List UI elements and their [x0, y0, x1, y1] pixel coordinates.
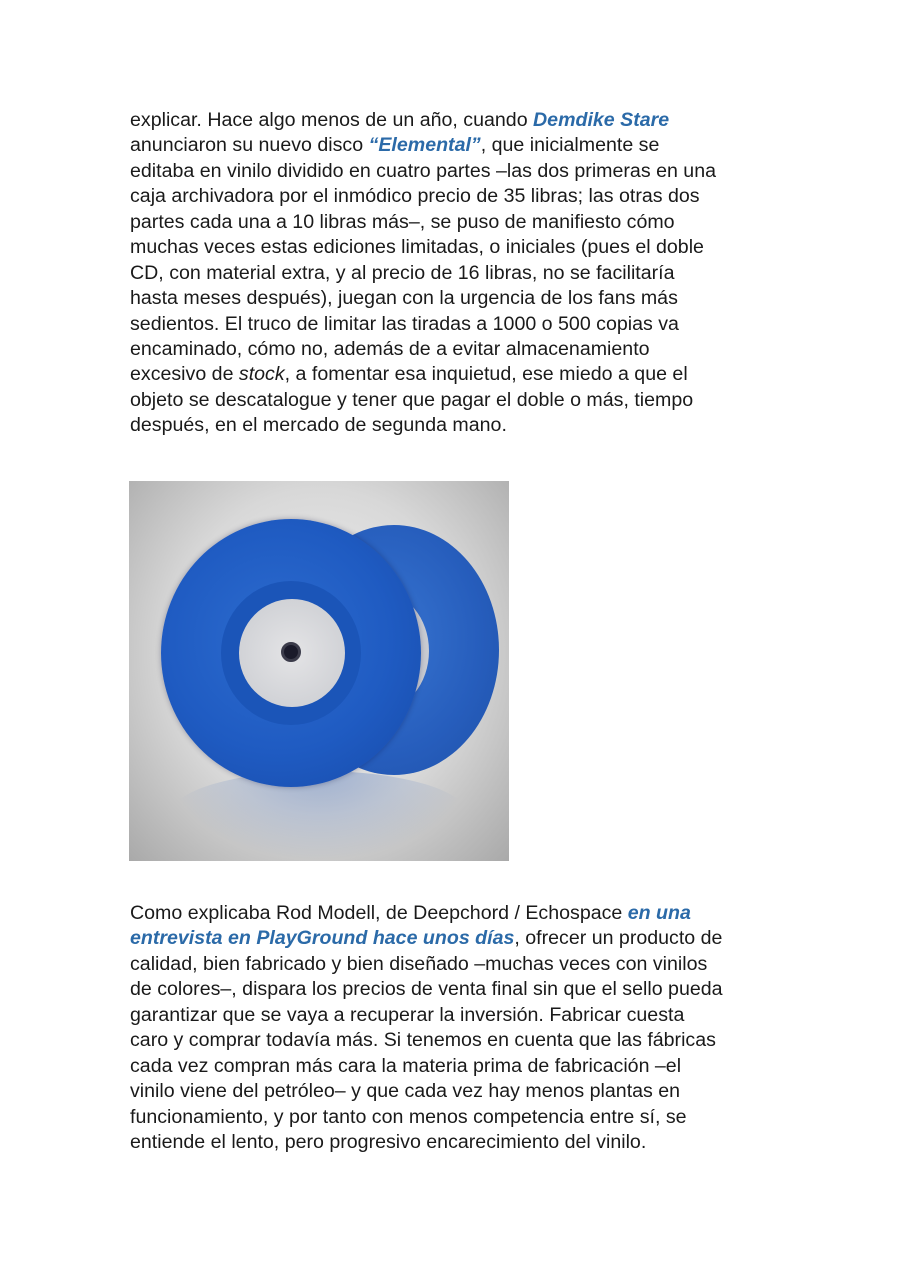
- text-run: encaminado, cómo no, además de a evitar almacenamiento: [130, 337, 650, 360]
- text-line: [130, 108, 716, 133]
- text-run: sedientos. El truco de limitar las tiradas a 1000 o 500 copias va: [130, 312, 679, 335]
- text-run: garantizar que se vaya a recuperar la inversión. Fabricar cuesta: [130, 1003, 685, 1026]
- text-run: vinilo viene del petróleo– y que cada vez hay menos plantas en: [130, 1080, 681, 1103]
- text-line: [130, 184, 716, 209]
- inline-link[interactable]: “Elemental”: [368, 134, 481, 157]
- spindle-hole: [281, 642, 301, 662]
- text-run: editaba en vinilo dividido en cuatro partes –las dos primeras en una: [130, 159, 716, 182]
- text-line: [130, 952, 723, 977]
- text-run: de colores–, dispara los precios de venta final sin que el sello pueda: [130, 978, 723, 1001]
- text-line: [130, 286, 716, 311]
- text-line: [130, 235, 716, 260]
- text-run: hasta meses después), juegan con la urgencia de los fans más: [130, 287, 678, 310]
- text-run: después, en el mercado de segunda mano.: [130, 414, 507, 437]
- emphasis-text: stock: [238, 363, 285, 386]
- text-run: Como explicaba Rod Modell, de Deepchord / Echospace: [130, 902, 628, 924]
- paragraph-2: [130, 901, 723, 1155]
- text-line: [130, 388, 716, 413]
- text-line: [130, 1003, 723, 1028]
- text-line: [130, 133, 716, 158]
- paragraph-1: [130, 108, 716, 439]
- text-run: CD, con material extra, y al precio de 16 libras, no se facilitaría: [130, 261, 675, 284]
- text-line: [130, 210, 716, 235]
- text-run: funcionamiento, y por tanto con menos competencia entre sí, se: [130, 1105, 687, 1128]
- text-line: [130, 159, 716, 184]
- blue-vinyl-records-image: [129, 481, 509, 861]
- text-run: cada vez compran más cara la materia prima de fabricación –el: [130, 1054, 682, 1077]
- text-run: , ofrecer un producto de: [514, 927, 723, 950]
- inline-link[interactable]: Demdike Stare: [533, 109, 670, 131]
- text-run: objeto se descatalogue y tener que pagar el doble o más, tiempo: [130, 388, 694, 411]
- text-line: [130, 1130, 723, 1155]
- text-line: [130, 413, 716, 438]
- text-line: [130, 1028, 723, 1053]
- text-line: [130, 901, 723, 926]
- text-line: [130, 1054, 723, 1079]
- text-run: partes cada una a 10 libras más–, se puso de manifiesto cómo: [130, 210, 675, 233]
- text-run: excesivo de: [130, 363, 239, 386]
- text-run: muchas veces estas ediciones limitadas, o iniciales (pues el doble: [130, 236, 704, 259]
- text-run: , que inicialmente se: [480, 134, 660, 157]
- text-run: anunciaron su nuevo disco: [130, 134, 369, 157]
- text-run: , a fomentar esa inquietud, ese miedo a que el: [284, 363, 688, 386]
- text-line: [130, 1105, 723, 1130]
- text-line: [130, 977, 723, 1002]
- inline-link[interactable]: en una: [627, 902, 691, 924]
- inline-link[interactable]: entrevista en PlayGround hace unos días: [130, 927, 515, 950]
- text-line: [130, 362, 716, 387]
- text-run: caro y comprar todavía más. Si tenemos en cuenta que las fábricas: [130, 1029, 716, 1052]
- text-line: [130, 261, 716, 286]
- text-run: entiende el lento, pero progresivo encarecimiento del vinilo.: [130, 1130, 647, 1153]
- text-line: [130, 1079, 723, 1104]
- text-line: [130, 312, 716, 337]
- disc-reflection: [169, 771, 469, 861]
- text-run: caja archivadora por el inmódico precio de 35 libras; las otras dos: [130, 185, 700, 208]
- text-line: [130, 926, 723, 951]
- text-run: explicar. Hace algo menos de un año, cuando: [130, 109, 534, 131]
- text-run: calidad, bien fabricado y bien diseñado –muchas veces con vinilos: [130, 952, 708, 975]
- text-line: [130, 337, 716, 362]
